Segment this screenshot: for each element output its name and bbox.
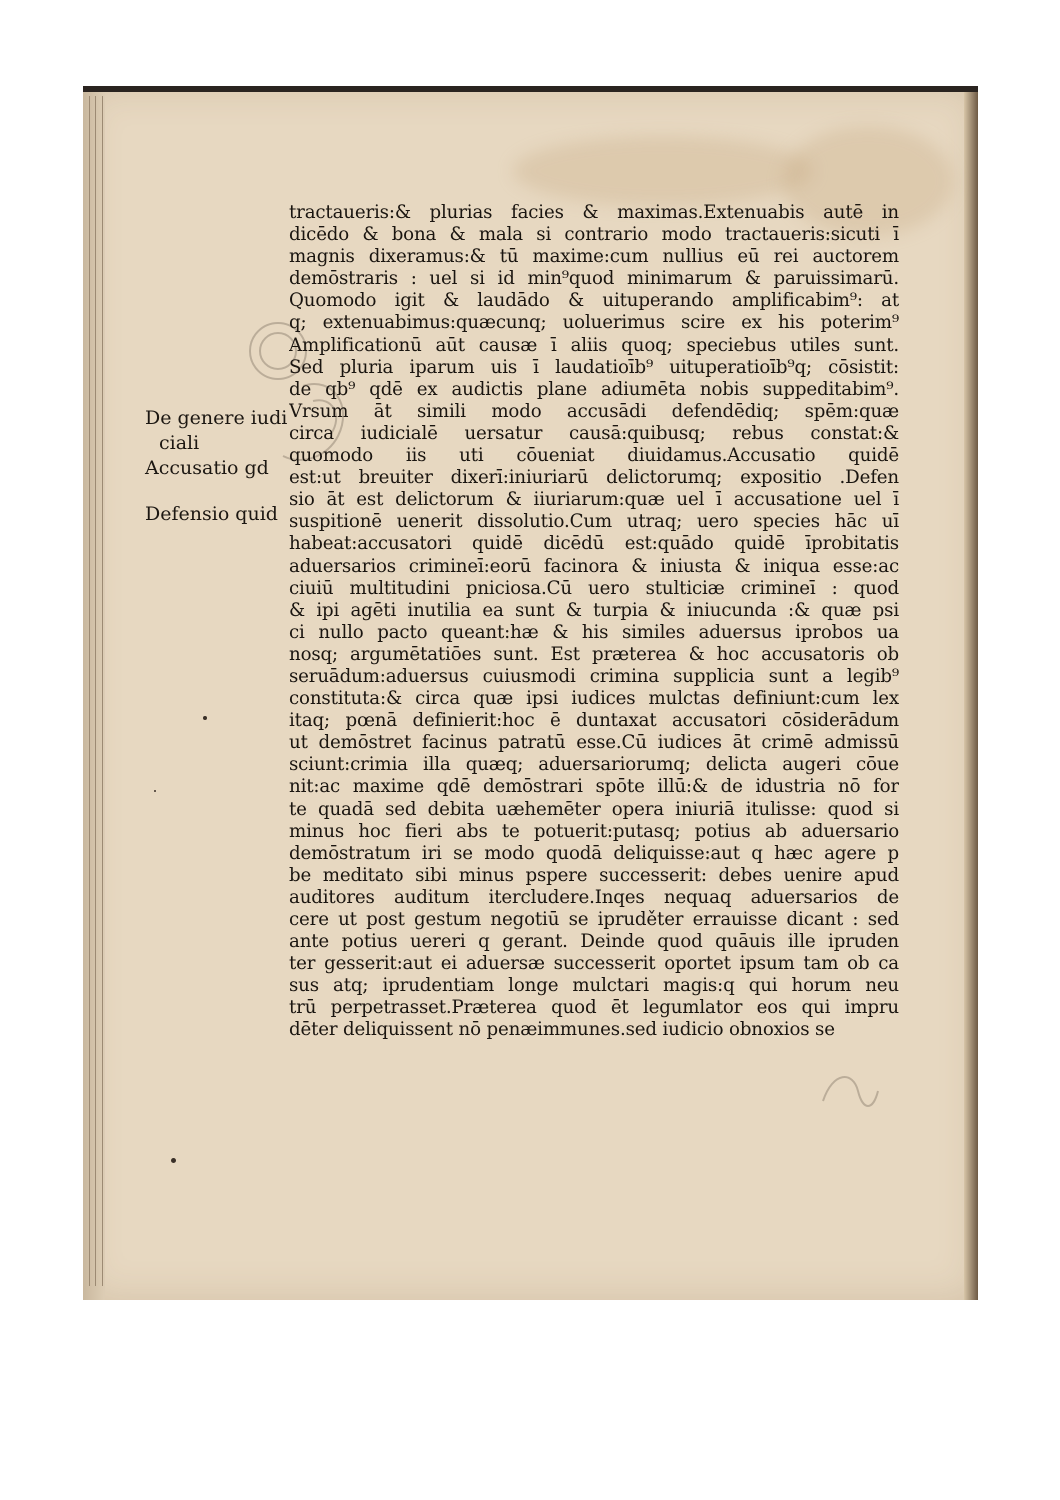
text-line: demōstratum iri se modo quodā deliquisse:aut q hæc agere p xyxy=(289,842,899,864)
margin-note: ciali xyxy=(159,432,200,454)
text-line: Vrsum āt simili modo accusādi defendēdiq; spēm:quæ xyxy=(289,400,899,422)
text-line: & ipi agēti inutilia ea sunt & turpia & iniucunda :& quæ psi xyxy=(289,599,899,621)
text-line: te quadā sed debita uæhemēter opera iniuriā itulisse: quod si xyxy=(289,798,899,820)
text-line: est:ut breuiter dixerī:iniuriarū delictorumq; expositio .Defen xyxy=(289,467,899,489)
text-line: aduersarios crimineī:eorū facinora & iniusta & iniqua esse:ac xyxy=(289,555,899,577)
ink-speck xyxy=(203,716,207,720)
spine-line xyxy=(95,96,96,1286)
spine-line xyxy=(102,96,103,1286)
text-line: circa iudicialē uersatur causā:quibusq; rebus constat:& xyxy=(289,422,899,444)
ink-speck xyxy=(154,790,156,792)
text-line: tractaueris:& plurias facies & maximas.Extenuabis autē in xyxy=(289,202,899,223)
text-line: Quomodo igit & laudādo & uituperando amplificabim⁹: at xyxy=(289,290,899,312)
text-line: Amplificationū aūt causæ ī aliis quoq; speciebus utiles sunt. xyxy=(289,334,899,356)
text-line: habeat:accusatori quidē dicēdū est:quādo quidē īprobitatis xyxy=(289,533,899,555)
watermark-mark-icon xyxy=(813,1061,883,1121)
text-line: ante potius uereri q gerant. Deinde quod quāuis ille ipruden xyxy=(289,931,899,953)
text-line: minus hoc fieri abs te potuerit:putasq; potius ab aduersario xyxy=(289,820,899,842)
manuscript-page-scan xyxy=(83,86,978,1300)
text-line: dicēdo & bona & mala si contrario modo tractaueris:sicuti ī xyxy=(289,224,899,246)
text-line: ut demōstret facinus patratū esse.Cū iudices āt crimē admissū xyxy=(289,732,899,754)
margin-note: Accusatio gd xyxy=(145,457,269,479)
text-line: sciunt:crimia illa quæq; aduersariorumq; delicta augeri cōue xyxy=(289,754,899,776)
spine-line xyxy=(89,96,90,1286)
text-line: ciuiū multitudini pniciosa.Cū uero stulticiæ crimineī : quod xyxy=(289,577,899,599)
scan-top-edge xyxy=(83,86,978,92)
text-line: Sed pluria iparum uis ī laudatioīb⁹ uituperatioīb⁹q; cōsistit: xyxy=(289,356,899,378)
text-line: magnis dixeramus:& tū maxime:cum nullius eū rei auctorem xyxy=(289,246,899,268)
water-stain xyxy=(513,136,813,206)
text-line: itaq; pœnā definierit:hoc ē duntaxat accusatori cōsiderādum xyxy=(289,710,899,732)
page-right-edge xyxy=(964,92,978,1300)
main-text-column xyxy=(289,202,899,1042)
text-line: cere ut post gestum negotiū se ipruděter errauisse dicant : sed xyxy=(289,909,899,930)
text-line: nosq; argumētatiōes sunt. Est præterea & hoc accusatoris ob xyxy=(289,643,899,665)
text-line: ter gesserit:aut ei aduersæ successerit oportet ipsum tam ob ca xyxy=(289,953,899,975)
text-line: suspitionē uenerit dissolutio.Cum utraq; uero species hāc uī xyxy=(289,511,899,533)
ink-speck xyxy=(171,1158,176,1163)
text-line: trū perpetrasset.Præterea quod ēt legumlator eos qui impru xyxy=(289,997,899,1019)
text-line: q; extenuabimus:quæcunq; uoluerimus scire ex his poterim⁹ xyxy=(289,312,899,334)
text-line: sio āt est delictorum & iiuriarum:quæ uel ī accusatione uel ī xyxy=(289,489,899,511)
text-line: nit:ac maxime qdē demōstrari spōte illū:& de idustria nō for xyxy=(289,776,899,798)
margin-note: Defensio quid xyxy=(145,503,278,525)
text-line: dēter deliquissent nō penæimmunes.sed iudicio obnoxios se xyxy=(289,1019,835,1041)
text-line: seruādum:aduersus cuiusmodi crimina supplicia sunt a legib⁹ xyxy=(289,665,899,687)
text-line: demōstraris : uel si id min⁹quod minimarum & paruissimarū. xyxy=(289,268,899,290)
text-line: quomodo iis uti cōueniat diuidamus.Accusatio quidē xyxy=(289,445,899,467)
text-line: sus atq; iprudentiam longe mulctari magis:q qui horum neu xyxy=(289,975,899,997)
text-line: be meditato sibi minus pspere successerit: debes uenire apud xyxy=(289,864,899,886)
text-line: de qb⁹ qdē ex audictis plane adiumēta nobis suppeditabim⁹. xyxy=(289,378,899,400)
text-line: ci nullo pacto queant:hæ & his similes aduersus iprobos ua xyxy=(289,621,899,643)
margin-note: De genere iudi xyxy=(145,407,288,429)
text-line: auditores auditum itercludere.Inqes nequaq aduersarios de xyxy=(289,886,899,908)
margin-notes xyxy=(145,406,295,527)
text-line: constituta:& circa quæ ipsi iudices mulctas definiunt:cum lex xyxy=(289,688,899,710)
